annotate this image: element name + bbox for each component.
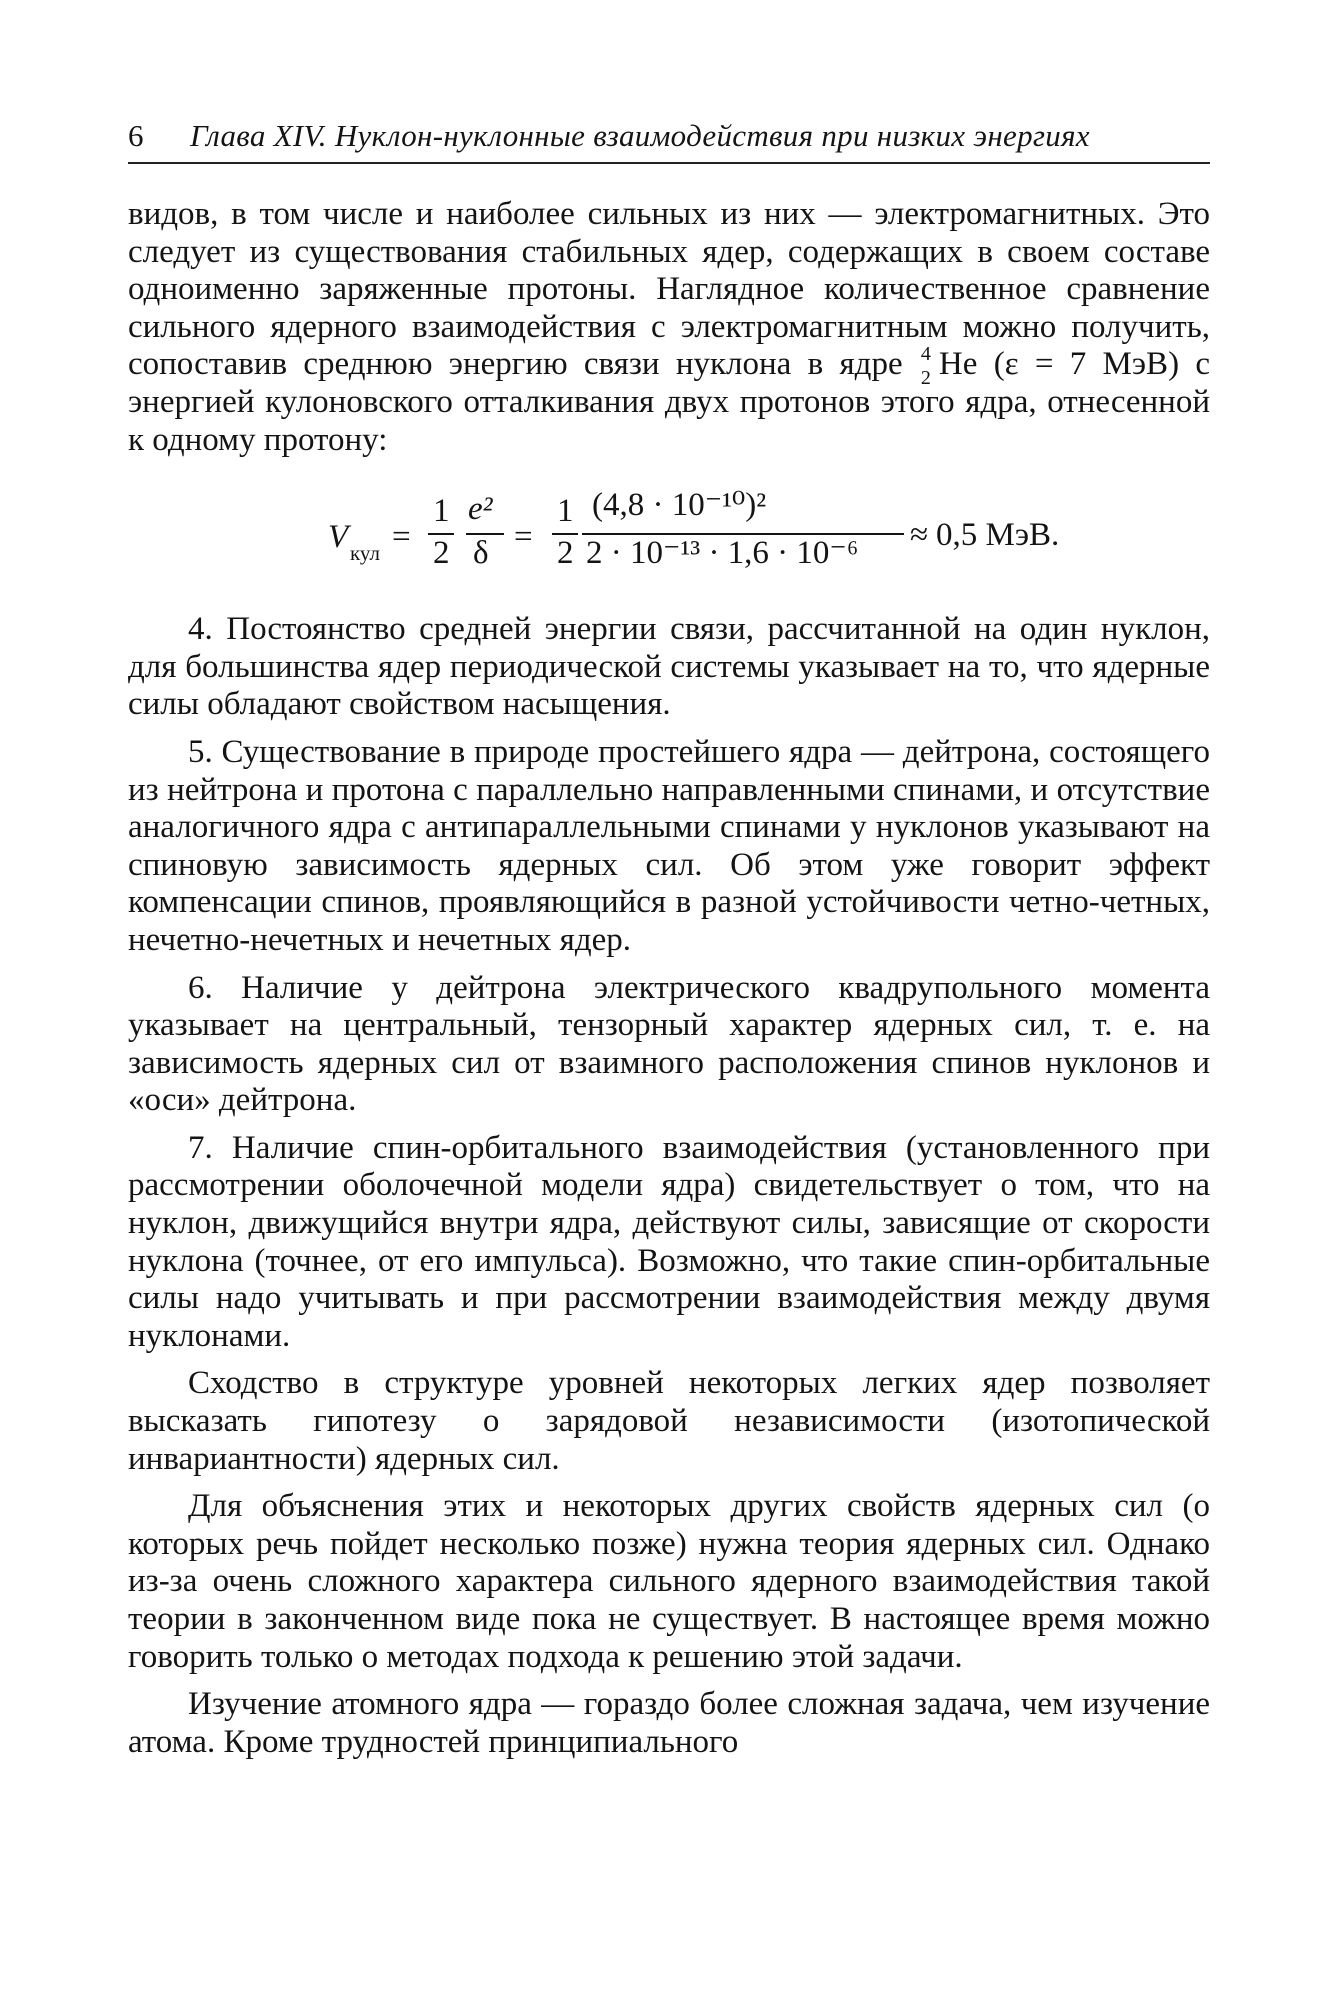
formula-lhs: V bbox=[328, 519, 349, 556]
fraction-2-denominator: δ bbox=[473, 535, 489, 572]
paragraph-item-4: 4. Постоянство средней энергии связи, рассчитанной на один нуклон, для большинства ядер периодической системы указывает на то, что ядерные силы обладают свойством насыщения. bbox=[128, 611, 1210, 723]
fraction-1-denominator: 2 bbox=[433, 535, 450, 572]
coulomb-energy-formula bbox=[128, 473, 1210, 593]
fraction-2-numerator: e² bbox=[468, 491, 493, 528]
fraction-4-numerator: (4,8 · 10⁻¹⁰)² bbox=[592, 487, 767, 524]
page-body bbox=[128, 196, 1210, 1761]
paragraph-item-7: 7. Наличие спин-орбитального взаимодействия (установленного при рассмотрении оболочечной модели ядра) свидетельствует о том, что на нуклон, движущийся внутри ядра, действуют силы, зависящие от скорости нуклона (точнее, от его импульса). Возможно, что такие спин-орбитальные силы надо учитывать и при рассмотрении взаимодействия между двумя нуклонами. bbox=[128, 1129, 1210, 1354]
formula-result: 0,5 МэВ. bbox=[936, 517, 1060, 554]
paragraph-nucleus-study: Изучение атомного ядра — гораздо более сложная задача, чем изучение атома. Кроме трудностей принципиального bbox=[128, 1686, 1210, 1760]
nuclide-symbol: He bbox=[938, 346, 978, 383]
paragraph-text: видов, в том числе и наиболее сильных из них — электромагнитных. Это следует из существования стабильных ядер, содержащих в своем составе одноименно заряженные протоны. Наглядное количественное сравнение сильного ядерного взаимодействия с электромагнитным можно получить, сопоставив среднюю энергию связи нуклона в ядре bbox=[128, 196, 1210, 383]
running-header bbox=[128, 112, 1210, 164]
formula-equals-2: = bbox=[514, 519, 533, 556]
paragraph-isospin: Сходство в структуре уровней некоторых легких ядер позволяет высказать гипотезу о зарядовой независимости (изотопической инвариантности) ядерных сил. bbox=[128, 1365, 1210, 1477]
paragraph-item-5: 5. Существование в природе простейшего ядра — дейтрона, состоящего из нейтрона и протона с параллельно направленными спинами, и отсутствие аналогичного ядра с антипараллельными спинами у нуклонов указывают на спиновую зависимость ядерных сил. Об этом уже говорит эффект компенсации спинов, проявляющийся в разной устойчивости четно-четных, нечетно-нечетных и нечетных ядер. bbox=[128, 733, 1210, 958]
running-title: Глава XIV. Нуклон-нуклонные взаимодействия при низких энергиях bbox=[190, 118, 1090, 153]
fraction-3-numerator: 1 bbox=[557, 493, 574, 530]
paragraph-item-6: 6. Наличие у дейтрона электрического квадрупольного момента указывает на центральный, тензорный характер ядерных сил, т. е. на зависимость ядерных сил от взаимного расположения спинов нуклонов и «оси» дейтрона. bbox=[128, 969, 1210, 1119]
fraction-3-denominator: 2 bbox=[557, 535, 574, 572]
formula-approx: ≈ bbox=[910, 517, 929, 554]
nuclide-mass-number: 4 bbox=[920, 343, 931, 366]
formula-lhs-subscript: кул bbox=[350, 541, 380, 566]
paragraph-text-tail: (ε = 7 МэВ) с энергией кулоновского отталкивания двух протонов этого ядра, отнесенной к одному протону: bbox=[128, 346, 1210, 458]
fraction-4-denominator: 2 · 10⁻¹³ · 1,6 · 10⁻⁶ bbox=[586, 535, 859, 572]
page-number: 6 bbox=[128, 118, 144, 153]
paragraph-continuation bbox=[128, 196, 1210, 459]
paragraph-theory: Для объяснения этих и некоторых других свойств ядерных сил (о которых речь пойдет несколько позже) нужна теория ядерных сил. Однако из-за очень сложного характера сильного ядерного взаимодействия такой теории в законченном виде пока не существует. В настоящее время можно говорить только о методах подхода к решению этой задачи. bbox=[128, 1488, 1210, 1675]
nuclide-charge-number: 2 bbox=[920, 367, 931, 390]
fraction-1-numerator: 1 bbox=[433, 493, 450, 530]
formula-equals-1: = bbox=[392, 519, 411, 556]
helium-nuclide bbox=[919, 343, 978, 390]
